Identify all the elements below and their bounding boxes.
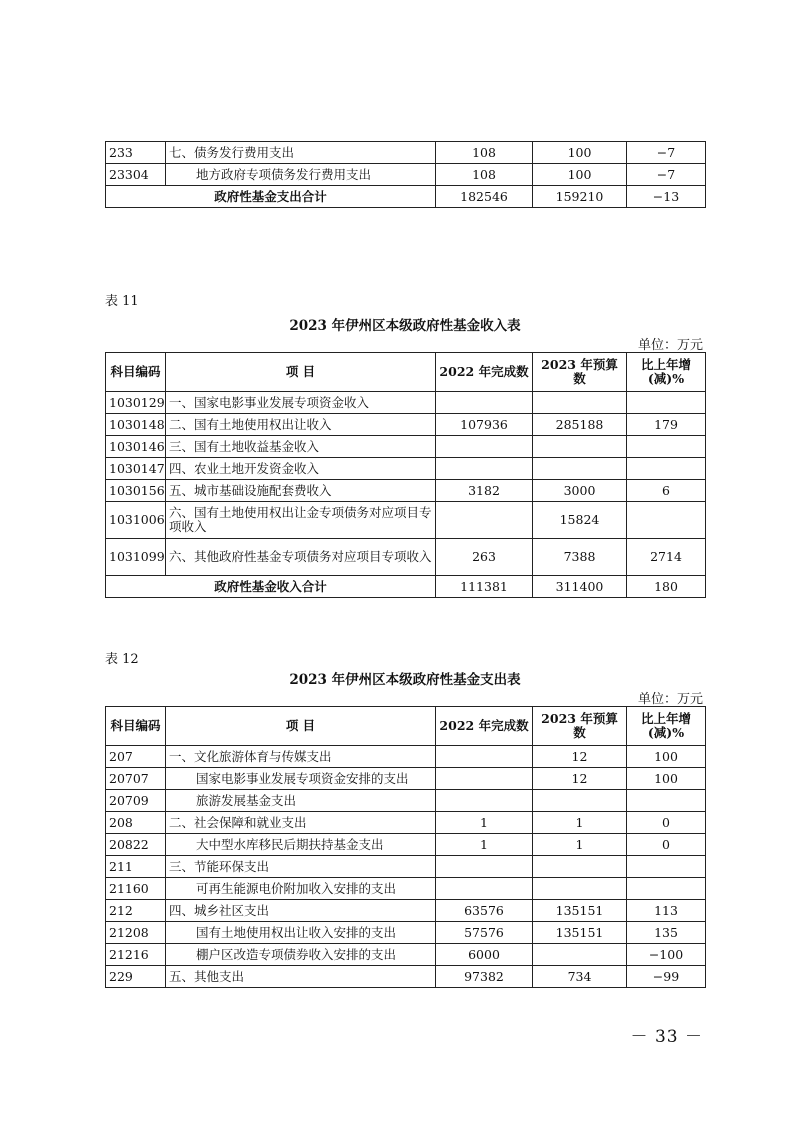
table-row: [106, 900, 706, 922]
cell-change: 113: [627, 900, 706, 922]
cell-code: 21160: [106, 878, 166, 900]
table-row: [106, 414, 706, 436]
cell-2023: [533, 458, 627, 480]
header-code: 科目编码: [106, 707, 166, 746]
cell-2022: 63576: [436, 900, 533, 922]
table-11-title: 2023 年伊州区本级政府性基金收入表: [289, 318, 521, 334]
table-12-title: 2023 年伊州区本级政府性基金支出表: [289, 672, 521, 688]
table-row: [106, 768, 706, 790]
cell-item: 四、农业土地开发资金收入: [166, 458, 436, 480]
header-2023: 2023 年预算数: [533, 353, 627, 392]
table-header-row: [106, 353, 706, 392]
cell-item: 五、城市基础设施配套费收入: [166, 480, 436, 502]
cell-2023: 135151: [533, 922, 627, 944]
table-11-label: 表 11: [105, 294, 139, 309]
header-2022: 2022 年完成数: [436, 353, 533, 392]
header-code: 科目编码: [106, 353, 166, 392]
cell-item: 国有土地使用权出让收入安排的支出: [166, 922, 436, 944]
header-2023: 2023 年预算数: [533, 707, 627, 746]
cell-item: 三、节能环保支出: [166, 856, 436, 878]
cell-2022: 1: [436, 812, 533, 834]
cell-change: −100: [627, 944, 706, 966]
total-y2022: 111381: [436, 576, 533, 598]
cell-code: 207: [106, 746, 166, 768]
cell-2023: 12: [533, 768, 627, 790]
cell-item: 国家电影事业发展专项资金安排的支出: [166, 768, 436, 790]
page-number: － 33 －: [630, 1027, 703, 1047]
cell-2023: 1: [533, 812, 627, 834]
header-change: 比上年增(减)%: [627, 707, 706, 746]
cell-2022: [436, 502, 533, 539]
total-change: −13: [627, 186, 706, 208]
cell-2023: [533, 392, 627, 414]
cell-change: [627, 502, 706, 539]
table-row: [106, 812, 706, 834]
cell-2023: [533, 436, 627, 458]
table-row: [106, 746, 706, 768]
cell-item: 五、其他支出: [166, 966, 436, 988]
table-row: [106, 502, 706, 539]
expenditure-table: [105, 706, 706, 988]
cell-code: 21208: [106, 922, 166, 944]
cell-change: [627, 878, 706, 900]
table-12-label: 表 12: [105, 652, 139, 667]
cell-item: 大中型水库移民后期扶持基金支出: [166, 834, 436, 856]
total-y2022: 182546: [436, 186, 533, 208]
cell-2023: 7388: [533, 539, 627, 576]
cell-item: 二、国有土地使用权出让收入: [166, 414, 436, 436]
cell-2023: 285188: [533, 414, 627, 436]
cell-code: 20707: [106, 768, 166, 790]
revenue-table: [105, 352, 706, 598]
cell-2022: 263: [436, 539, 533, 576]
table-row: [106, 392, 706, 414]
cell-2023: [533, 944, 627, 966]
cell-change: 2714: [627, 539, 706, 576]
table-row: [106, 539, 706, 576]
cell-2022: 57576: [436, 922, 533, 944]
table-row: [106, 966, 706, 988]
cell-2023: 3000: [533, 480, 627, 502]
cell-change: [627, 458, 706, 480]
cell-item: 三、国有土地收益基金收入: [166, 436, 436, 458]
table-row: [106, 790, 706, 812]
cell-2022: 108: [436, 142, 533, 164]
total-label: 政府性基金支出合计: [106, 186, 436, 208]
cell-2022: 107936: [436, 414, 533, 436]
table-header-row: [106, 707, 706, 746]
total-row: [106, 186, 706, 208]
total-y2023: 159210: [533, 186, 627, 208]
cell-change: 0: [627, 834, 706, 856]
table-row: [106, 856, 706, 878]
cell-2023: 15824: [533, 502, 627, 539]
table-row: [106, 944, 706, 966]
table-row: [106, 922, 706, 944]
cell-2022: [436, 856, 533, 878]
cell-2023: [533, 856, 627, 878]
cell-item: 六、国有土地使用权出让金专项债务对应项目专项收入: [166, 502, 436, 539]
cell-change: 100: [627, 746, 706, 768]
cell-item: 棚户区改造专项债券收入安排的支出: [166, 944, 436, 966]
cell-2023: [533, 790, 627, 812]
cell-2022: [436, 392, 533, 414]
cell-item: 七、债务发行费用支出: [166, 142, 436, 164]
cell-item: 二、社会保障和就业支出: [166, 812, 436, 834]
table-12-unit: 单位：万元: [637, 692, 703, 707]
table-row: [106, 436, 706, 458]
cell-2022: [436, 746, 533, 768]
cell-code: 1030129: [106, 392, 166, 414]
cell-item: 可再生能源电价附加收入安排的支出: [166, 878, 436, 900]
table-row: [106, 480, 706, 502]
cell-code: 21216: [106, 944, 166, 966]
cell-code: 1031006: [106, 502, 166, 539]
cell-code: 1030156: [106, 480, 166, 502]
cell-2022: 108: [436, 164, 533, 186]
table-row: [106, 458, 706, 480]
cell-code: 20709: [106, 790, 166, 812]
cell-2022: [436, 436, 533, 458]
cell-change: 100: [627, 768, 706, 790]
cell-2023: [533, 878, 627, 900]
cell-item: 一、国家电影事业发展专项资金收入: [166, 392, 436, 414]
total-change: 180: [627, 576, 706, 598]
cell-item: 四、城乡社区支出: [166, 900, 436, 922]
cell-code: 23304: [106, 164, 166, 186]
cell-change: −99: [627, 966, 706, 988]
table-row: [106, 142, 706, 164]
cell-2023: 135151: [533, 900, 627, 922]
cell-2022: [436, 878, 533, 900]
total-y2023: 311400: [533, 576, 627, 598]
cell-change: 135: [627, 922, 706, 944]
header-item: 项 目: [166, 707, 436, 746]
cell-item: 地方政府专项债务发行费用支出: [166, 164, 436, 186]
cell-code: 229: [106, 966, 166, 988]
cell-2022: 97382: [436, 966, 533, 988]
cell-code: 1030146: [106, 436, 166, 458]
cell-change: [627, 436, 706, 458]
header-item: 项 目: [166, 353, 436, 392]
cell-2022: [436, 790, 533, 812]
cell-item: 六、其他政府性基金专项债务对应项目专项收入: [166, 539, 436, 576]
cell-code: 208: [106, 812, 166, 834]
cell-code: 233: [106, 142, 166, 164]
cell-code: 20822: [106, 834, 166, 856]
total-row: [106, 576, 706, 598]
cell-change: −7: [627, 164, 706, 186]
expenditure-table-continued: [105, 141, 706, 208]
table-row: [106, 878, 706, 900]
cell-2022: 1: [436, 834, 533, 856]
cell-2023: 12: [533, 746, 627, 768]
table-row: [106, 164, 706, 186]
cell-change: 0: [627, 812, 706, 834]
header-change: 比上年增(减)%: [627, 353, 706, 392]
cell-code: 1030148: [106, 414, 166, 436]
cell-2023: 100: [533, 142, 627, 164]
table-row: [106, 834, 706, 856]
cell-item: 一、文化旅游体育与传媒支出: [166, 746, 436, 768]
cell-2023: 734: [533, 966, 627, 988]
total-label: 政府性基金收入合计: [106, 576, 436, 598]
cell-change: [627, 790, 706, 812]
cell-code: 1031099: [106, 539, 166, 576]
cell-2022: [436, 768, 533, 790]
cell-2023: 1: [533, 834, 627, 856]
cell-item: 旅游发展基金支出: [166, 790, 436, 812]
cell-change: [627, 856, 706, 878]
cell-change: 6: [627, 480, 706, 502]
cell-2022: 6000: [436, 944, 533, 966]
table-11-unit: 单位：万元: [637, 338, 703, 353]
cell-change: 179: [627, 414, 706, 436]
cell-2022: [436, 458, 533, 480]
cell-change: [627, 392, 706, 414]
cell-2022: 3182: [436, 480, 533, 502]
cell-code: 212: [106, 900, 166, 922]
cell-change: −7: [627, 142, 706, 164]
cell-code: 1030147: [106, 458, 166, 480]
cell-code: 211: [106, 856, 166, 878]
header-2022: 2022 年完成数: [436, 707, 533, 746]
cell-2023: 100: [533, 164, 627, 186]
